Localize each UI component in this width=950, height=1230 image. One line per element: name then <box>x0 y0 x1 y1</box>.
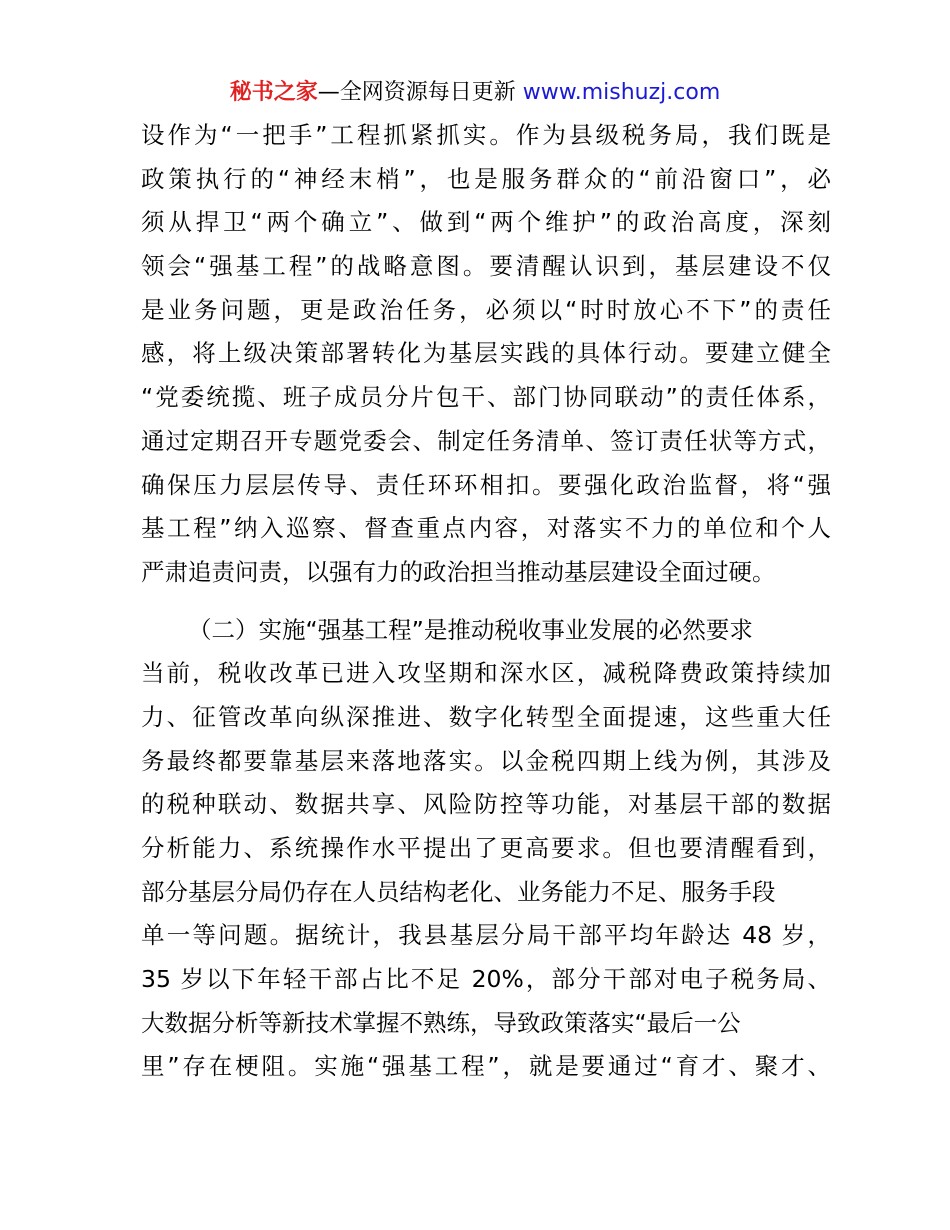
text-line: 是业务问题，更是政治任务，必须以“时时放心不下”的责任 <box>141 295 831 324</box>
text-line: 领会“强基工程”的战略意图。要清醒认识到，基层建设不仅 <box>141 252 831 281</box>
text-line <box>141 1089 831 1133</box>
text-line: 务最终都要靠基层来落地落实。以金税四期上线为例，其涉及 <box>141 746 831 775</box>
text-line: 基工程”纳入巡察、督查重点内容，对落实不力的单位和个人 <box>141 514 831 543</box>
text-line: 力、征管改革向纵深推进、数字化转型全面提速，这些重大任 <box>141 702 831 731</box>
text-line: 35 岁以下年轻干部占比不足 20%，部分干部对电子税务局、 <box>141 965 831 994</box>
header-tagline: —全网资源每日更新 <box>317 80 523 105</box>
paragraph-spacer <box>141 595 831 609</box>
text-line: “党委统揽、班子成员分片包干、部门协同联动”的责任体系， <box>141 383 831 412</box>
section-heading: （二）实施“强基工程”是推动税收事业发展的必然要求 <box>188 615 753 644</box>
paragraph-2 <box>141 609 831 1133</box>
text-line: 分析能力、系统操作水平提出了更高要求。但也要清醒看到， <box>141 834 831 862</box>
text-line: 严肃追责问责，以强有力的政治担当推动基层建设全面过硬。 <box>141 557 776 586</box>
text-line: 确保压力层层传导、责任环环相扣。要强化政治监督，将“强 <box>141 470 831 499</box>
text-line: 单一等问题。据统计，我县基层分局干部平均年龄达 48 岁， <box>141 921 831 950</box>
text-line: 须从捍卫“两个确立”、做到“两个维护”的政治高度，深刻 <box>141 208 831 237</box>
text-line: 设作为“一把手”工程抓紧抓实。作为县级税务局，我们既是 <box>141 121 831 149</box>
text-line: 政策执行的“神经末梢”，也是服务群众的“前沿窗口”，必 <box>141 164 831 193</box>
text-line: 通过定期召开专题党委会、制定任务清单、签订责任状等方式， <box>141 426 831 455</box>
text-line: 感，将上级决策部署转化为基层实践的具体行动。要建立健全 <box>141 339 831 368</box>
page-header <box>0 78 950 108</box>
header-brand: 秘书之家 <box>229 80 318 105</box>
text-line: 部分基层分局仍存在人员结构老化、业务能力不足、服务手段 <box>141 877 776 906</box>
text-line: 当前，税收改革已进入攻坚期和深水区，减税降费政策持续加 <box>141 659 831 688</box>
text-line: 里”存在梗阻。实施“强基工程”，就是要通过“育才、聚才、 <box>141 1052 831 1081</box>
text-line: 大数据分析等新技术掌握不熟练，导致政策落实“最后一公 <box>141 1008 741 1037</box>
paragraph-1 <box>141 114 831 595</box>
text-line: 的税种联动、数据共享、风险防控等功能，对基层干部的数据 <box>141 790 831 819</box>
header-url-link[interactable]: www.mishuzj.com <box>522 80 721 105</box>
document-body <box>141 114 831 1133</box>
